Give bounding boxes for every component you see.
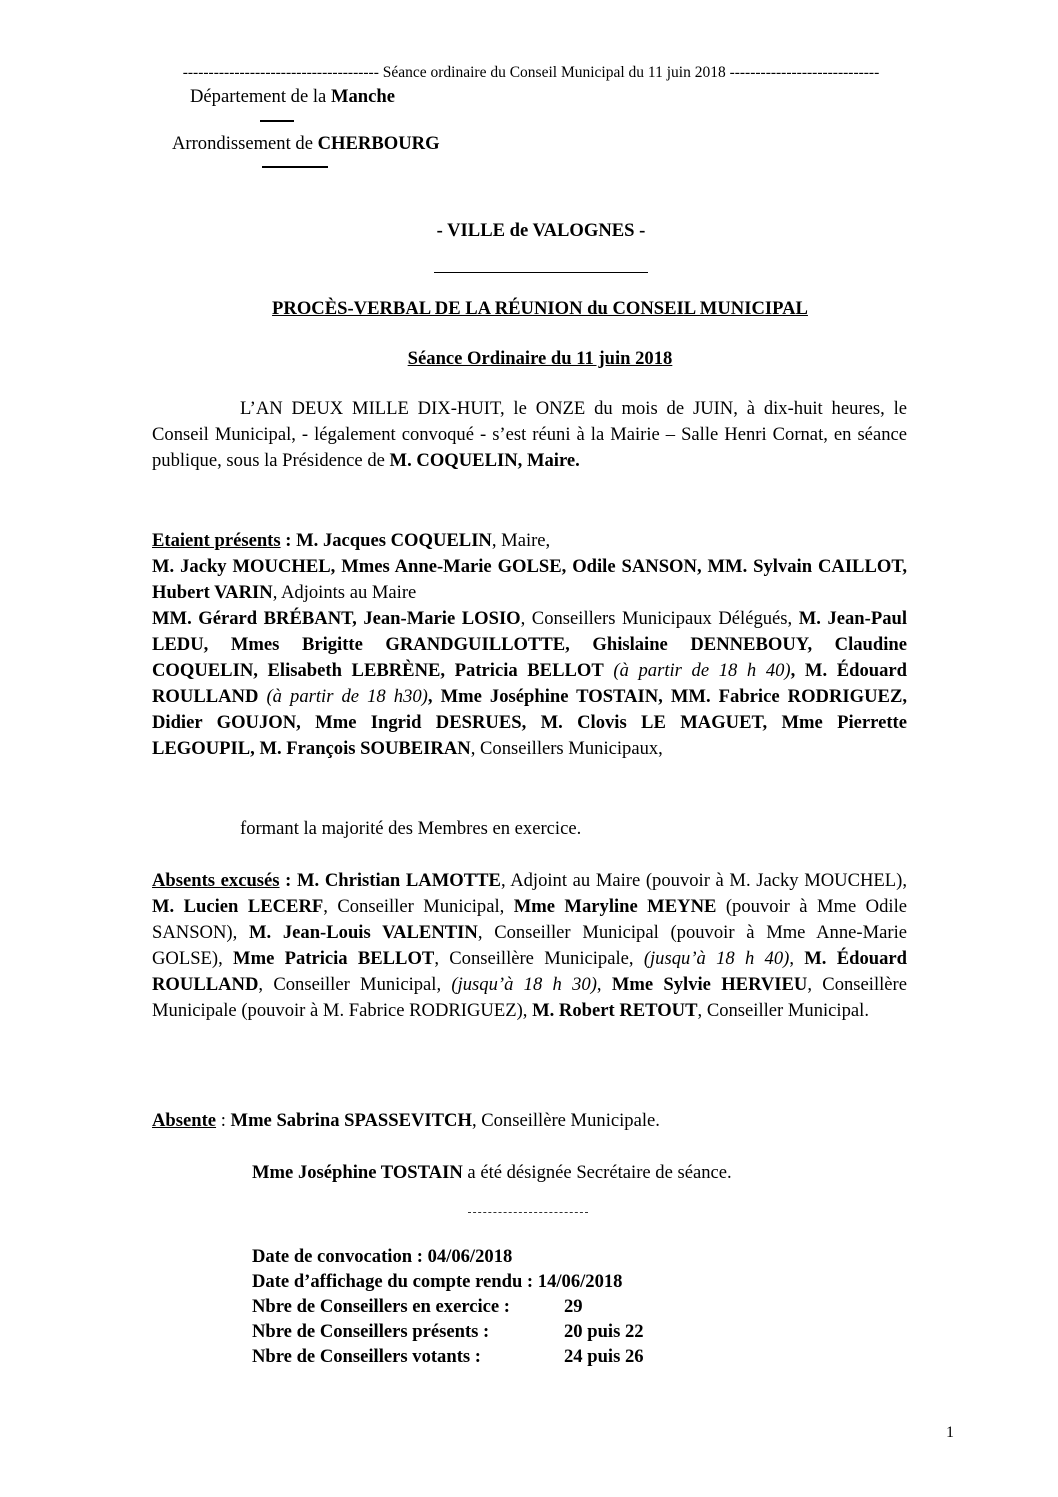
- department-prefix: Département de la: [190, 86, 331, 107]
- excused-paragraph: [152, 868, 907, 1024]
- absent-line: [152, 1108, 660, 1134]
- stats-value: 29: [564, 1296, 583, 1317]
- city-heading: - VILLE de VALOGNES -: [436, 220, 646, 241]
- excused-lecerf: M. Lucien LECERF: [152, 896, 324, 917]
- arrondissement-separator: [262, 166, 328, 168]
- presents-mayor-role: , Maire,: [491, 530, 551, 551]
- excused-meyne: Mme Maryline MEYNE: [513, 896, 717, 917]
- presents-roulland: , M. Édouard ROULLAND: [152, 660, 907, 707]
- section-separator: [468, 1212, 588, 1213]
- excused-text-9: , Conseillère Municipale (pouvoir à M. Fabrice RODRIGUEZ),: [152, 974, 907, 1021]
- stats-row: [252, 1244, 644, 1269]
- document-title: PROCÈS-VERBAL DE LA RÉUNION du CONSEIL MUNICIPAL: [272, 298, 808, 319]
- stats-row: [252, 1269, 644, 1294]
- excused-text-10: , Conseiller Municipal.: [697, 1000, 869, 1021]
- presents-adjoints: M. Jacky MOUCHEL, Mmes Anne-Marie GOLSE, Odile SANSON, MM. Sylvain CAILLOT, Hubert VARIN: [152, 556, 907, 603]
- excused-text-3: (pouvoir à Mme Odile SANSON),: [152, 896, 907, 943]
- excused-roulland: M. Édouard ROULLAND: [152, 948, 907, 995]
- majority-line: formant la majorité des Membres en exercice.: [240, 818, 582, 839]
- secretary-line: [252, 1160, 732, 1186]
- arrondissement-name: CHERBOURG: [317, 133, 440, 154]
- stats-table: [252, 1244, 644, 1369]
- absent-name: Mme Sabrina SPASSEVITCH: [230, 1110, 472, 1131]
- absent-role: , Conseillère Municipale.: [471, 1110, 660, 1131]
- excused-text-5: , Conseillère Municipale,: [434, 948, 644, 969]
- stats-label: Nbre de Conseillers votants :: [252, 1346, 481, 1367]
- intro-president: M. COQUELIN, Maire.: [389, 450, 580, 471]
- presents-delegues: MM. Gérard BRÉBANT, Jean-Marie LOSIO: [152, 608, 521, 629]
- stats-label: Nbre de Conseillers en exercice :: [252, 1296, 510, 1317]
- excused-bellot: Mme Patricia BELLOT: [233, 948, 435, 969]
- arrondissement-prefix: Arrondissement de: [172, 133, 318, 154]
- excused-hervieu: Mme Sylvie HERVIEU: [611, 974, 808, 995]
- excused-note-bellot: (jusqu’à 18 h 40): [643, 948, 790, 969]
- excused-label: Absents excusés: [152, 870, 280, 891]
- excused-text-1: , Adjoint au Maire (pouvoir à M. Jacky MOUCHEL),: [500, 870, 907, 891]
- stats-row: [252, 1294, 644, 1319]
- excused-text-7: , Conseiller Municipal,: [258, 974, 452, 995]
- secretary-text: a été désignée Secrétaire de séance.: [462, 1162, 732, 1183]
- stats-label: Nbre de Conseillers présents :: [252, 1321, 490, 1342]
- presents-note-roulland: (à partir de 18 h30): [266, 686, 428, 707]
- excused-note-roulland: (jusqu’à 18 h 30): [451, 974, 597, 995]
- city-rule: [434, 272, 648, 273]
- presents-label: Etaient présents: [152, 530, 281, 551]
- stats-label: Date d’affichage du compte rendu : 14/06/2018: [252, 1271, 623, 1292]
- excused-lamotte: : M. Christian LAMOTTE: [279, 870, 501, 891]
- presents-councillors-a: M. Jean-Paul LEDU, Mmes Brigitte GRANDGUILLOTTE, Ghislaine DENNEBOUY, Claudine COQUELIN, Elisabeth LEBRÈNE, Patricia BELLOT: [152, 608, 907, 681]
- arrondissement-line: [172, 131, 440, 157]
- excused-text-6: ,: [789, 948, 805, 969]
- stats-label: Date de convocation : 04/06/2018: [252, 1246, 513, 1267]
- excused-text-8: ,: [596, 974, 612, 995]
- presents-mayor: : M. Jacques COQUELIN: [280, 530, 492, 551]
- absent-label: Absente: [152, 1110, 217, 1131]
- intro-paragraph: [152, 396, 907, 474]
- secretary-name: Mme Joséphine TOSTAIN: [252, 1162, 463, 1183]
- excused-text-4: , Conseiller Municipal (pouvoir à Mme Anne-Marie GOLSE),: [152, 922, 907, 969]
- stats-value: 24 puis 26: [564, 1346, 644, 1367]
- running-header: -------------------------------------- Séance ordinaire du Conseil Municipal du 11 juin 2018 -----------------------------: [182, 64, 880, 81]
- stats-row: [252, 1344, 644, 1369]
- stats-value: 20 puis 22: [564, 1321, 644, 1342]
- page-number: 1: [946, 1424, 954, 1441]
- excused-text-2: , Conseiller Municipal,: [323, 896, 514, 917]
- stats-row: [252, 1319, 644, 1344]
- department-line: [190, 84, 395, 110]
- presents-paragraph: [152, 528, 907, 762]
- excused-retout: M. Robert RETOUT: [532, 1000, 698, 1021]
- presents-councillors-b: , Mme Joséphine TOSTAIN, MM. Fabrice RODRIGUEZ, Didier GOUJON, Mme Ingrid DESRUES, M. Clovis LE MAGUET, Mme Pierrette LEGOUPIL, M. François SOUBEIRAN: [152, 686, 907, 759]
- presents-councillors-role: , Conseillers Municipaux,: [470, 738, 663, 759]
- absent-sep: :: [216, 1110, 231, 1131]
- intro-text: L’AN DEUX MILLE DIX-HUIT, le ONZE du mois de JUIN, à dix-huit heures, le Conseil Municipal, - légalement convoqué - s’est réuni à la Mairie – Salle Henri Cornat, en séance publique, sous la Présidence de: [152, 398, 907, 471]
- excused-valentin: M. Jean-Louis VALENTIN: [248, 922, 478, 943]
- department-name: Manche: [330, 86, 395, 107]
- department-separator: [260, 120, 294, 122]
- presents-note-bellot: (à partir de 18 h 40): [613, 660, 791, 681]
- presents-delegues-role: , Conseillers Municipaux Délégués,: [520, 608, 793, 629]
- presents-adjoints-role: , Adjoints au Maire: [272, 582, 417, 603]
- session-subtitle: Séance Ordinaire du 11 juin 2018: [407, 348, 673, 369]
